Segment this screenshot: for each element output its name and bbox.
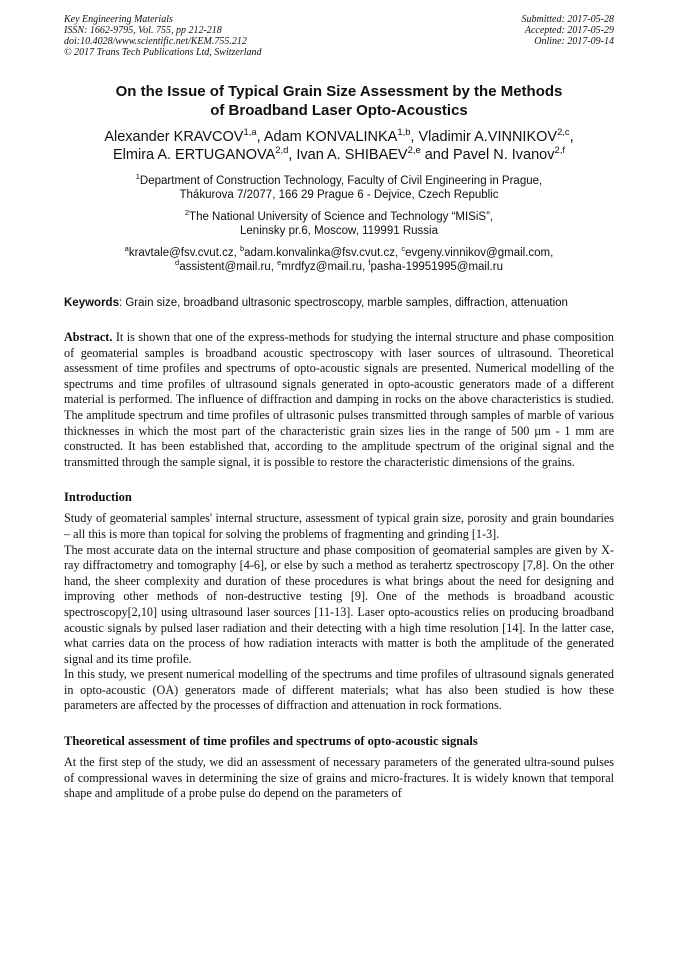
keywords-label: Keywords	[64, 297, 119, 309]
email-line-1	[64, 246, 614, 260]
email-mark: f	[368, 258, 371, 268]
abstract-text: It is shown that one of the express-methods for studying the internal structure and phase composition of geomaterial samples is broadband acoustic spectroscopy with laser sources of ultrasound. Theoretical assessment of time profiles and spectrums of opto-acoustic signals are presented. Numerical modelling of the spectrums and time profiles of ultrasound signals generated in opto-acoustic generators made of a different material is performed. The influence of diffraction and damping in rocks on the above characteristics is studied. The amplitude spectrum and time profiles of ultrasonic pulses transmitted through samples of marble of various thicknesses in which the most part of the characteristic grain sizes lies in the range of 500 µm - 1 mm are constructed. It has been established that, according to the amplitude spectrum of the original signal and the transmitted through the sample signal, it is possible to restore the characteristic dimensions of the grains.	[64, 330, 614, 469]
section-heading-theory: Theoretical assessment of time profiles and spectrums of opto-acoustic signals	[64, 734, 478, 749]
date-submitted: Submitted: 2017-05-28	[521, 14, 614, 25]
journal-copyright: © 2017 Trans Tech Publications Ltd, Switzerland	[64, 47, 262, 58]
author-name: Vladimir A.VINNIKOV	[418, 129, 558, 145]
author-separator: ,	[410, 129, 419, 145]
author-line-1	[64, 128, 614, 146]
intro-paragraph-1: Study of geomaterial samples' internal structure, assessment of typical grain size, porosity and grain boundaries – all this is more than topical for solving the problems of fragmenting and grinding [1-3].	[64, 511, 614, 541]
author-list	[64, 128, 614, 164]
author-affiliation-mark: 1,b	[397, 126, 411, 138]
author-name: Pavel N. Ivanov	[452, 147, 555, 163]
date-accepted: Accepted: 2017-05-29	[524, 25, 614, 36]
abstract-label: Abstract.	[64, 330, 113, 344]
affiliation-2	[64, 210, 614, 238]
journal-info	[64, 14, 262, 58]
abstract	[64, 330, 614, 470]
author-affiliation-mark: 2,e	[407, 144, 421, 156]
affiliation-line	[64, 174, 614, 188]
email-separator: ,	[233, 247, 240, 259]
title-line-1: On the Issue of Typical Grain Size Assessment by the Methods	[115, 83, 563, 100]
author-affiliation-mark: 2,d	[275, 144, 289, 156]
theory-paragraph-1: At the first step of the study, we did an assessment of necessary parameters of the generated ultra-sound pulses of compressional waves in determining the size of grains and micro-fractures. It is widely known that temporal shape and amplitude of a probe pulse do depend on the parameters of	[64, 755, 614, 801]
author-affiliation-mark: 2,f	[554, 144, 565, 156]
journal-name: Key Engineering Materials	[64, 14, 173, 25]
journal-doi: doi:10.4028/www.scientific.net/KEM.755.212	[64, 36, 247, 47]
affiliation-mark: 2	[184, 208, 190, 218]
email-mark: d	[175, 258, 180, 268]
author-separator: and	[420, 147, 453, 163]
email-address[interactable]: assistent@mail.ru	[179, 261, 271, 273]
author-separator: ,	[256, 129, 264, 145]
email-address[interactable]: mrdfyz@mail.ru	[281, 261, 362, 273]
affiliation-line: Thákurova 7/2077, 166 29 Prague 6 - Dejvice, Czech Republic	[179, 189, 499, 201]
email-mark: e	[277, 258, 282, 268]
email-address[interactable]: kravtale@fsv.cvut.cz	[128, 247, 234, 259]
author-affiliation-mark: 1,a	[243, 126, 257, 138]
keywords	[64, 296, 614, 310]
author-name: Alexander KRAVCOV	[104, 129, 244, 145]
email-list	[64, 246, 614, 274]
publication-dates	[522, 14, 615, 58]
journal-issn: ISSN: 1662-9795, Vol. 755, pp 212-218	[64, 25, 222, 36]
intro-paragraph-2: The most accurate data on the internal structure and phase composition of geomaterial samples are given by X-ray diffractometry and tomography [4-6], or else by such a method as terahertz spectroscopy [7,8]. On the other hand, the sheer complexity and duration of these procedures is what brings about the need for designing and improving other methods of non-destructive testing [9]. One of the methods is broadband acoustic spectroscopy[2,10] using ultrasound laser sources [11-13]. Laser opto-acoustics relies on producing broadband acoustic signals by pulsed laser radiation and their detecting with a high time resolution [14]. In the latter case, what carries data on the process of how radiation interacts with matter is both the amplitude of the generated signal and its time profile.	[64, 542, 614, 666]
email-mark: b	[239, 244, 245, 254]
email-address[interactable]: adam.konvalinka@fsv.cvut.cz	[244, 247, 395, 259]
author-separator: ,	[569, 129, 574, 145]
email-separator: ,	[394, 247, 402, 259]
affiliation-text: Department of Construction Technology, Faculty of Civil Engineering in Prague,	[139, 175, 543, 187]
author-name: Elmira A. ERTUGANOVA	[113, 147, 276, 163]
author-affiliation-mark: 2,c	[557, 126, 570, 138]
author-name: Adam KONVALINKA	[263, 129, 398, 145]
keywords-text: : Grain size, broadband ultrasonic spectroscopy, marble samples, diffraction, attenuation	[118, 297, 568, 309]
intro-paragraph-3: In this study, we present numerical modelling of the spectrums and time profiles of ultrasound signals generated in opto-acoustic (OA) generators made of different materials; what has also been studied is how these parameters are affected by the processes of diffraction and attenuation in rock formations.	[64, 667, 614, 713]
email-address[interactable]: pasha-19951995@mail.ru	[370, 261, 503, 273]
email-address[interactable]: evgeny.vinnikov@gmail.com,	[405, 247, 554, 259]
section-heading-introduction: Introduction	[64, 490, 132, 505]
affiliation-text: The National University of Science and Technology “MISiS”,	[189, 211, 494, 223]
author-line-2	[64, 146, 614, 164]
author-name: Ivan A. SHIBAEV	[296, 147, 408, 163]
author-separator: ,	[288, 147, 297, 163]
email-line-2	[64, 260, 614, 274]
date-online: Online: 2017-09-14	[534, 36, 614, 47]
paper-title	[64, 82, 614, 120]
email-separator: ,	[270, 261, 278, 273]
email-separator: ,	[361, 261, 369, 273]
title-line-2: of Broadband Laser Opto-Acoustics	[210, 102, 468, 119]
email-mark: c	[401, 244, 406, 254]
email-mark: a	[124, 244, 129, 254]
affiliation-1	[64, 174, 614, 202]
affiliation-line	[64, 210, 614, 224]
journal-header	[64, 14, 614, 58]
affiliation-line: Leninsky pr.6, Moscow, 119991 Russia	[240, 225, 438, 237]
affiliation-mark: 1	[135, 172, 140, 182]
